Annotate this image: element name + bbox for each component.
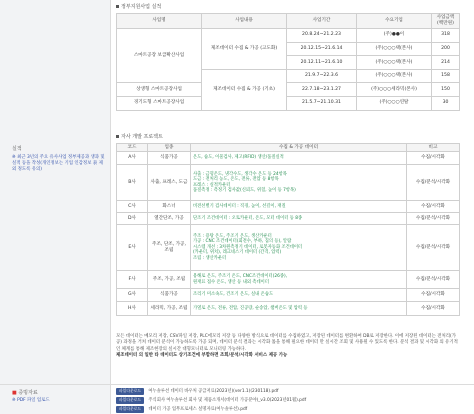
col-header: 업종 bbox=[148, 144, 191, 152]
company-code: C사 bbox=[117, 201, 148, 213]
table-row bbox=[117, 302, 460, 316]
col-header: 수요기업 bbox=[357, 14, 432, 29]
gov-section-title: 정부지원사업 실적 bbox=[116, 4, 161, 10]
project-period: 21.5.7~21.10.31 bbox=[287, 96, 357, 110]
remark: 수집/시각화 bbox=[407, 201, 460, 213]
own-section-title: 자사 개발 프로젝트 bbox=[116, 134, 163, 140]
project-amount: 200 bbox=[432, 42, 460, 56]
client-company: (주)○○○택(본사) bbox=[357, 69, 432, 83]
company-code: G사 bbox=[117, 289, 148, 302]
client-company: (주)○○○택(본사) bbox=[357, 56, 432, 70]
client-company: (주)○○○연탈 bbox=[357, 96, 432, 110]
client-company: (주)○○○택(본사) bbox=[357, 42, 432, 56]
table-row bbox=[117, 152, 460, 165]
industry: 화스너 bbox=[148, 201, 191, 213]
project-name: 경기도형 스마트공장사업 bbox=[117, 96, 202, 110]
performance-note: ※ 최근 3년의 주요 유사사업 정부제공과 생과 및 실적 등을 작성(개인정보는 기업 인감정보 表 제외 정도록 유의) bbox=[12, 155, 105, 172]
table-row bbox=[117, 83, 460, 97]
left-label-column bbox=[0, 0, 111, 414]
file-download-button[interactable]: 파일다운로드 bbox=[116, 406, 144, 413]
project-content: 제조데이터 수집 & 가공 (고도화) bbox=[202, 29, 287, 70]
industry: 세라믹, 가공, 조립 bbox=[148, 302, 191, 316]
project-amount: 30 bbox=[432, 96, 460, 110]
project-amount: 214 bbox=[432, 56, 460, 70]
industry: 주조, 가공, 조립 bbox=[148, 271, 191, 289]
client-company: (주)●●이 bbox=[357, 29, 432, 43]
remark: 수집/시각화 bbox=[407, 152, 460, 165]
project-name: 스마트공장 보급확산사업 bbox=[117, 29, 202, 83]
project-amount: 150 bbox=[432, 83, 460, 97]
data-description: 용해로 온도, 주조기 온도, CNC조건데이터(26종), 원재료 접수 온도, 생산 등 내외 측데이터 bbox=[191, 271, 407, 289]
project-amount: 158 bbox=[432, 69, 460, 83]
file-name[interactable]: 여누솔루션 데이터 바우처 공급저료(2023년)(ver1.1)(230118).pdf bbox=[148, 389, 279, 394]
col-header: 사업기간 bbox=[287, 14, 357, 29]
industry: 열간단조, 가공 bbox=[148, 213, 191, 225]
col-header: 수집 & 가공 데이터 bbox=[191, 144, 407, 152]
row-divider bbox=[0, 384, 474, 385]
table-row bbox=[117, 225, 460, 271]
description-body: 모든 데이터는 메모리 저장, CSV파일 저장, PLC에모리 저장 등 다양한 방식으로 데이터를 수집하였고, 저장된 데이터를 변환하여 DB로 저장한다. 이에 저장된 데이터는 전처리(가공) 과정을 거쳐 데이터 분석이 가능하도록 가공 되며, 데이터 분석 결과는 시각화 툴을 통해 필요한 데이터 만 실시간 조회 및 사용될 수 있도록 한다. 분석 결과 및 시각화 의 유기적인 체계를 통해 제조현장의 실시간 대형모니터로 모니터링 가능하다. bbox=[116, 334, 458, 352]
gov-project-table bbox=[116, 13, 460, 111]
client-company: (주)○○○세라믹(본사) bbox=[357, 83, 432, 97]
industry: 주조, 단조, 가공, 조립 bbox=[148, 225, 191, 271]
col-header: 비고 bbox=[407, 144, 460, 152]
remark: 수집/시각화 bbox=[407, 302, 460, 316]
attachment-label: ■ 증빙자료 bbox=[12, 390, 38, 396]
data-description: 온도, 습도, 이물검사, 제고(RFID) 생산/품질실적 bbox=[191, 152, 407, 165]
file-row bbox=[116, 406, 247, 413]
project-period: 20.8.24~21.2.23 bbox=[287, 29, 357, 43]
project-period: 22.7.18~23.1.27 bbox=[287, 83, 357, 97]
table-header-row bbox=[117, 144, 460, 152]
remark: 수집/분석/시각화 bbox=[407, 225, 460, 271]
project-amount: 318 bbox=[432, 29, 460, 43]
table-row bbox=[117, 29, 460, 43]
remark: 수집/분석/시각화 bbox=[407, 271, 460, 289]
industry: 사출, 프레스, 도금 bbox=[148, 165, 191, 201]
file-row bbox=[116, 397, 306, 404]
company-code: E사 bbox=[117, 225, 148, 271]
data-description: 조리기 미소속도, 건조기 온도, 실내 온습도 bbox=[191, 289, 407, 302]
description-block bbox=[116, 334, 460, 360]
col-header: 사업금액 (백만원) bbox=[432, 14, 460, 29]
file-name[interactable]: 주식회사 여누솔루션 회사 및 제품소개서(데이터 가공분야)_v3.0(2023년01월).pdf bbox=[148, 398, 307, 403]
industry: 식품가공 bbox=[148, 152, 191, 165]
table-row bbox=[117, 201, 460, 213]
project-period: 20.12.11~21.6.10 bbox=[287, 56, 357, 70]
data-description: 가열로 온도, 전류, 전압, 진공량, 순송압, 챔버온도 및 압력 등 bbox=[191, 302, 407, 316]
project-name: 상생형 스마트공장사업 bbox=[117, 83, 202, 97]
project-period: 20.12.15~21.6.14 bbox=[287, 42, 357, 56]
company-code: F사 bbox=[117, 271, 148, 289]
table-row bbox=[117, 165, 460, 201]
data-description: 주조 : 용탕 온도, 주조기 온도, 생산카운터 가공 : CNC 조건데이터(회전수, 부하, 칩의 등), 알람 시스템 개선 : 3차원측정기 데이터, 로봇자동화 조건데이터 (카운터, 위치), 레크네스기 데이터 (간격, 압력) 조립 : 생산카운터 bbox=[191, 225, 407, 271]
col-header: 코드 bbox=[117, 144, 148, 152]
company-code: B사 bbox=[117, 165, 148, 201]
file-download-button[interactable]: 파일다운로드 bbox=[116, 388, 144, 395]
file-row bbox=[116, 388, 278, 395]
remark: 수집/분석/시각화 bbox=[407, 165, 460, 201]
own-project-table bbox=[116, 143, 460, 316]
industry: 식품가공 bbox=[148, 289, 191, 302]
remark: 수집/시각화 bbox=[407, 289, 460, 302]
col-header: 사업명 bbox=[117, 14, 202, 29]
table-header-row bbox=[117, 14, 460, 29]
project-content: 제조데이터 수집 & 가공 (기초) bbox=[202, 69, 287, 110]
company-code: H사 bbox=[117, 302, 148, 316]
attachment-note: ※ PDF 파일 업로드 bbox=[12, 398, 50, 403]
project-period: 21.9.7~22.3.6 bbox=[287, 69, 357, 83]
file-name[interactable]: 데이터 가공 업무프로세스 설명자료(여누솔루션).pdf bbox=[148, 407, 248, 412]
table-row bbox=[117, 271, 460, 289]
data-description: 사출 : 금형온도, 냉각수도, 생각수 온도 등 24항목 도금 : 전처리 농도, 온도, 전류, 전압 등 8항목 프레스 : 실적카운터 품질측정 : 측정기 검사값(신뢰도, 위험, 높이 등 7항목) bbox=[191, 165, 407, 201]
company-code: A사 bbox=[117, 152, 148, 165]
description-bold: 제조데이터 의 일반 타 데이터도 상기조건에 부합하면 조회/분석/시각화 서비스 제공 가능 bbox=[116, 353, 288, 359]
col-header: 사업내용 bbox=[202, 14, 287, 29]
file-download-button[interactable]: 파일다운로드 bbox=[116, 397, 144, 404]
data-description: 비전선별기 검사데이터 : 직경, 높이, 선길이, 재질 bbox=[191, 201, 407, 213]
performance-label: 실적 bbox=[12, 146, 22, 152]
table-row bbox=[117, 289, 460, 302]
remark: 수집/분석/시각화 bbox=[407, 213, 460, 225]
company-code: D사 bbox=[117, 213, 148, 225]
table-row bbox=[117, 96, 460, 110]
data-description: 단조기 조건데이터 : 오토카운터, 온도, 모터 데이터 등 8종 bbox=[191, 213, 407, 225]
table-row bbox=[117, 213, 460, 225]
